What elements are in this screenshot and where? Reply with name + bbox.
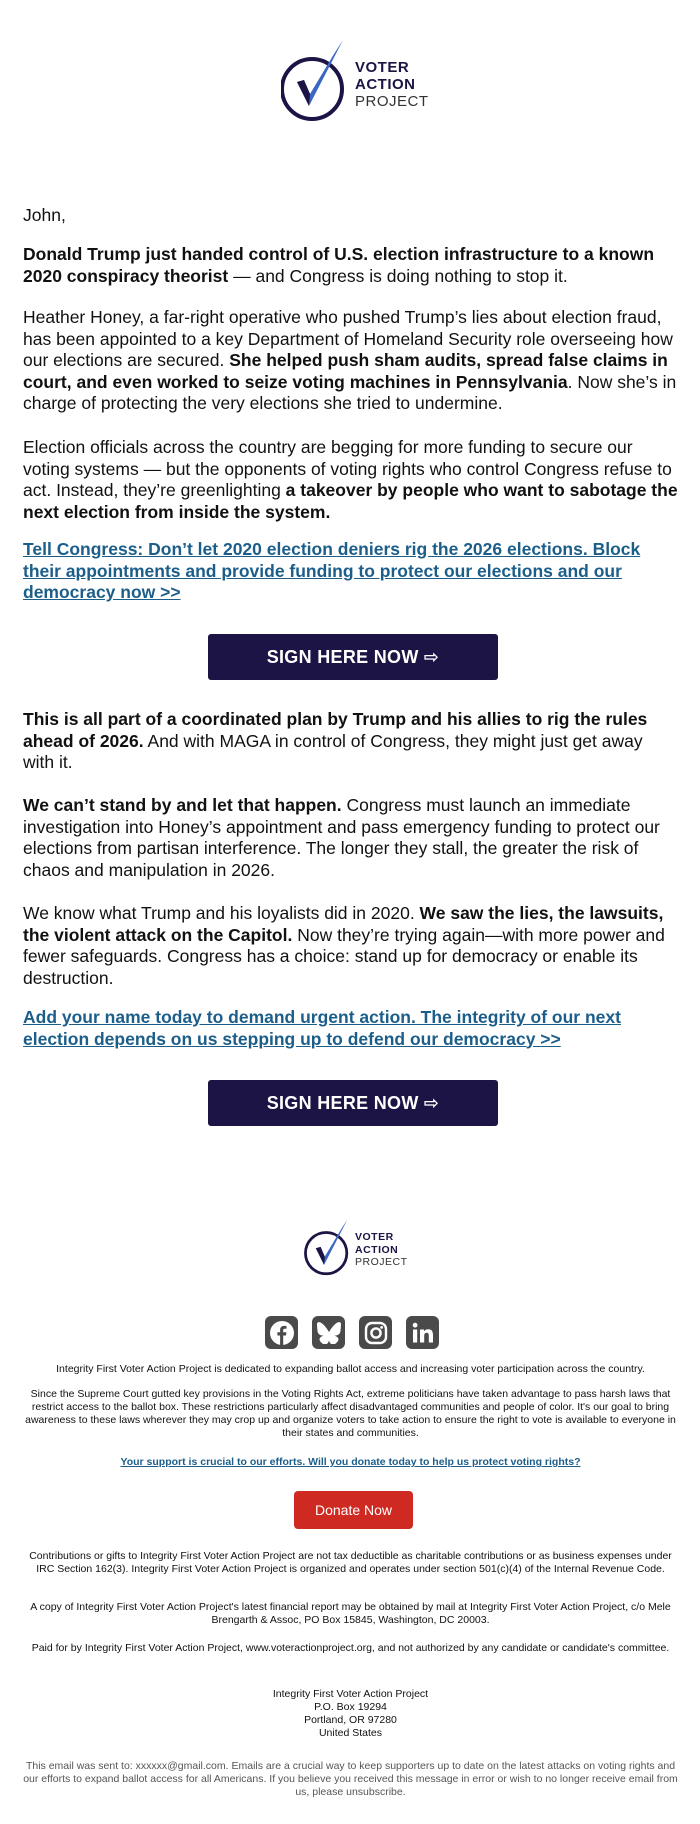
greeting-text: John, [23, 205, 66, 225]
address-line-city: Portland, OR 97280 [304, 1714, 397, 1726]
p6-bold: We saw the lies, the lawsuits, the violent attack on the Capitol. [23, 903, 664, 945]
paragraph-1 [23, 244, 678, 287]
petition-link-2[interactable] [23, 1007, 678, 1050]
address-line-box: P.O. Box 19294 [314, 1701, 387, 1713]
address-line-org: Integrity First Voter Action Project [272, 1688, 429, 1700]
facebook-icon[interactable] [265, 1316, 298, 1349]
petition-link-1-text[interactable]: Tell Congress: Don’t let 2020 election deniers rig the 2026 elections. Block their appointments and provide funding to protect our elections and our democracy now >> [23, 539, 641, 602]
p6-start: We know what Trump and his loyalists did in 2020. [23, 903, 420, 923]
p2-start: Heather Honey, a far-right operative who pushed Trump’s lies about election fraud, has been appointed to a key Department of Homeland Security role overseeing how our elections are secured. [23, 307, 673, 370]
footer-tax-text: Contributions or gifts to Integrity First Voter Action Project are not tax deductible as charitable contributions or as business expenses under IRC Section 162(3). Integrity First Voter Action Project is organized and operates under section 501(c)(4) of the Internal Revenue Code. [29, 1550, 672, 1575]
footer-notice [23, 1760, 678, 1799]
logo-footer-action: ACTION [355, 1243, 399, 1256]
p2-end: . Now she’s in charge of protecting the very elections she tried to undermine. [23, 371, 677, 413]
footer-paid-for [23, 1642, 678, 1655]
sign-here-button-2[interactable]: SIGN HERE NOW ⇨ [208, 1080, 498, 1126]
footer-about-text: Since the Supreme Court gutted key provisions in the Voting Rights Act, extreme politicians have taken advantage to pass harsh laws that restrict access to the ballot box. These restrictions particularly affect disadvantaged communities and people of color. It's our goal to bring awareness to these laws wherever they may crop up and organize voters to take action to ensure the right to vote is available to everyone in their states and communities. [25, 1388, 676, 1439]
logo-footer-voter: VOTER [355, 1231, 394, 1243]
footer-report [23, 1601, 678, 1627]
footer-address [23, 1688, 678, 1740]
petition-link-1[interactable] [23, 539, 678, 604]
paragraph-6 [23, 903, 678, 989]
address-line-country: United States [318, 1727, 383, 1739]
footer-mission [23, 1363, 678, 1376]
p4-bold: This is all part of a coordinated plan by Trump and his allies to rig the rules ahead of 2026. [23, 709, 648, 751]
p2-bold: She helped push sham audits, spread false claims in court, and even worked to seize voting machines in Pennsylvania [23, 350, 668, 392]
paragraph-4 [23, 709, 678, 774]
p3-bold: a takeover by people who want to sabotage the next election from inside the system. [23, 480, 678, 522]
footer-donate-prompt[interactable] [23, 1456, 678, 1469]
instagram-icon[interactable] [359, 1316, 392, 1349]
footer-notice-text: This email was sent to: xxxxxx@gmail.com. Emails are a crucial way to keep supporters up to date on the latest attacks on voting rights and our efforts to expand ballot access for all Americans. If you believe you received this message in error or wish to no longer receive email from us, please unsubscribe. [23, 1760, 678, 1798]
footer-report-text: A copy of Integrity First Voter Action Project's latest financial report may be obtained by mail at Integrity First Voter Action Project, c/o Mele Brengarth & Assoc, PO Box 15845, Washington, DC 20003. [30, 1601, 671, 1626]
p1-rest: — and Congress is doing nothing to stop it. [228, 265, 568, 286]
paragraph-3 [23, 437, 678, 523]
p3-start: Election officials across the country are begging for more funding to secure our voting systems — but the opponents of voting rights who control Congress refuse to act. Instead, they’re greenlighting [23, 437, 672, 500]
logo-top [281, 38, 429, 128]
logo-footer [303, 1218, 408, 1280]
social-icons [265, 1316, 439, 1349]
logo-footer-project: PROJECT [355, 1256, 408, 1268]
footer-about [23, 1388, 678, 1440]
p5-bold: We can’t stand by and let that happen. [23, 795, 342, 815]
p5-rest: Congress must launch an immediate investigation into Honey’s appointment and pass emergency funding to protect our elections from partisan interference. The longer they stall, the greater the risk of chaos and manipulation in 2026. [23, 795, 660, 880]
logo-line-project: PROJECT [355, 93, 429, 110]
paragraph-2 [23, 307, 678, 415]
petition-link-2-text[interactable]: Add your name today to demand urgent action. The integrity of our next election depends on us stepping up to defend our democracy >> [23, 1007, 621, 1049]
logo-line-action: ACTION [355, 76, 416, 93]
donate-prompt-link[interactable]: Your support is crucial to our efforts. Will you donate today to help us protect voting rights? [120, 1456, 581, 1468]
footer-tax [23, 1550, 678, 1576]
greeting [23, 205, 678, 227]
paragraph-5 [23, 795, 678, 881]
donate-button[interactable]: Donate Now [294, 1491, 413, 1529]
p4-rest: And with MAGA in control of Congress, they might just get away with it. [23, 730, 643, 772]
p6-end: Now they’re trying again—with more power and fewer safeguards. Congress has a choice: stand up for democracy or enable its destruction. [23, 924, 665, 988]
bluesky-icon[interactable] [312, 1316, 345, 1349]
p1-bold: Donald Trump just handed control of U.S. election infrastructure to a known 2020 conspiracy theorist [23, 244, 655, 286]
linkedin-icon[interactable] [406, 1316, 439, 1349]
logo-wordmark [355, 59, 429, 110]
sign-here-button-1[interactable]: SIGN HERE NOW ⇨ [208, 634, 498, 680]
logo-footer-wordmark [355, 1231, 408, 1269]
footer-mission-text: Integrity First Voter Action Project is dedicated to expanding ballot access and increasing voter participation across the country. [56, 1363, 645, 1375]
footer-paid-for-text: Paid for by Integrity First Voter Action Project, www.voteractionproject.org, and not authorized by any candidate or candidate's committee. [31, 1642, 670, 1654]
logo-line-voter: VOTER [355, 59, 410, 76]
